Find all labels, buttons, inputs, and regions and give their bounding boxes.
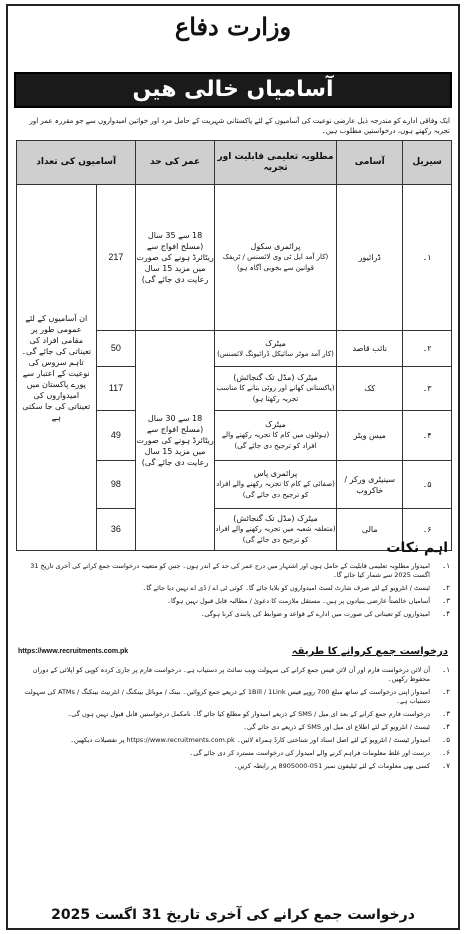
col-serial: سیریل bbox=[403, 141, 452, 185]
procedure-title: درخواست جمع کروانے کا طریقہ bbox=[291, 646, 448, 657]
item-text: امیدوار مطلوبہ تعلیمی قابلیت کے حامل ہوں اور اشتہار میں درج عمر کی حد کے اندر ہوں۔ جس کو متعینہ درخواست جمع کرانے کی آخری تاریخ 31 اگست 2025 سے شمار کیا جائے گا۔ bbox=[30, 562, 430, 579]
list-item bbox=[16, 736, 452, 745]
vacancies-table bbox=[16, 140, 452, 551]
qualification-note: (کار آمد ایل ٹی وی لائسنس / ٹریفک قوانین سے بخوبی آگاہ ہو) bbox=[222, 253, 329, 272]
col-qualification: مطلوبہ تعلیمی قابلیت اور تجربہ bbox=[214, 141, 337, 185]
item-index: ۶۔ bbox=[442, 749, 450, 757]
qualification-cell bbox=[214, 331, 337, 367]
vacancies-banner: آسامیاں خالی ھیں bbox=[14, 72, 452, 108]
count-cell: 98 bbox=[96, 461, 136, 509]
item-text: ٹیسٹ / انٹرویو کے لئے صرف شارٹ لسٹ امیدواروں کو بلایا جائے گا۔ کوئی ٹی اے / ڈی اے نہیں دیا جائے گا۔ bbox=[142, 584, 430, 592]
item-index: ۱۔ bbox=[442, 562, 450, 570]
count-cell: 50 bbox=[96, 331, 136, 367]
post-cell: مالی bbox=[337, 509, 403, 551]
qualification-note: (متعلقہ شعبہ میں تجربہ رکھنے والے افراد کو ترجیح دی جائے گی) bbox=[215, 525, 336, 544]
important-points-list bbox=[16, 562, 452, 623]
item-text: کسی بھی معلومات کے لئے ٹیلیفون نمبر 051-8905000 پر رابطہ کریں۔ bbox=[233, 762, 430, 770]
qualification-text: میٹرک (مڈل تک گنجائش) bbox=[233, 373, 318, 382]
procedure-list bbox=[16, 666, 452, 775]
serial-cell: ۱۔ bbox=[403, 185, 452, 331]
count-cell: 117 bbox=[96, 367, 136, 411]
item-index: ۲۔ bbox=[442, 688, 450, 696]
col-post: آسامی bbox=[337, 141, 403, 185]
item-index: ۳۔ bbox=[442, 710, 450, 718]
list-item bbox=[16, 584, 452, 593]
qualification-cell bbox=[214, 509, 337, 551]
col-post-count: آسامیوں کی تعداد bbox=[17, 141, 136, 185]
item-index: ۲۔ bbox=[442, 584, 450, 592]
list-item bbox=[16, 723, 452, 732]
list-item bbox=[16, 666, 452, 684]
serial-cell: ۵۔ bbox=[403, 461, 452, 509]
item-index: ۵۔ bbox=[442, 736, 450, 744]
serial-cell: ۴۔ bbox=[403, 411, 452, 461]
list-item bbox=[16, 562, 452, 580]
item-text: امیدوار اپنی درخواست کے ساتھ مبلغ 700 روپے فیس 1Bill / 1Link کے ذریعے جمع کروائیں۔ بینک / موبائل بینکنگ / انٹرنیٹ بینکنگ / ATMs کی سہولت دستیاب ہے۔ bbox=[24, 688, 430, 705]
item-text: امیدواروں کو تعیناتی کی صورت میں ادارے کے قواعد و ضوابط کی پابندی کرنا ہوگی۔ bbox=[200, 610, 430, 618]
item-index: ۱۔ bbox=[442, 666, 450, 674]
serial-cell: ۲۔ bbox=[403, 331, 452, 367]
qualification-text: پرائمری سکول bbox=[250, 242, 301, 251]
list-item bbox=[16, 610, 452, 619]
count-cell: 217 bbox=[96, 185, 136, 331]
qualification-note: (ہوٹلوں میں کام کا تجربہ رکھنے والے افراد کو ترجیح دی جائے گی) bbox=[221, 431, 330, 450]
serial-cell: ۶۔ bbox=[403, 509, 452, 551]
post-cell: سینیٹری ورکر / خاکروب bbox=[337, 461, 403, 509]
item-text: درست اور غلط معلومات فراہم کرنے والے امیدوار کی درخواست مسترد کر دی جائے گی۔ bbox=[189, 749, 430, 757]
item-text: امیدوار ٹیسٹ / انٹرویو کے لئے اصل اسناد اور شناختی کارڈ ہمراہ لائیں۔ https://www.recruitments.com.pk پر تفصیلات دیکھیں۔ bbox=[70, 736, 430, 744]
item-text: ٹیسٹ / انٹرویو کے لئے اطلاع ای میل اور SMS کے ذریعے دی جائے گی۔ bbox=[243, 723, 430, 731]
last-date-footer: درخواست جمع کرانے کی آخری تاریخ 31 اگست 2025 bbox=[51, 907, 415, 923]
item-index: ۳۔ bbox=[442, 597, 450, 605]
intro-text: ایک وفاقی ادارے کو مندرجہ ذیل عارضی نوعیت کی آسامیوں کے لئے پاکستانی شہریت کے حامل مرد اور خواتین امیدواروں سے جو مقررہ عمر اور تجربہ رکھتے ہوں، درخواستیں مطلوب ہیں۔ bbox=[29, 117, 450, 135]
qualification-cell bbox=[214, 185, 337, 331]
item-text: آسامیاں خالصتاً عارضی بنیادوں پر ہیں۔ مستقل ملازمت کا دعویٰ / مطالبہ قابل قبول نہیں ہوگا۔ bbox=[167, 597, 430, 605]
qualification-text: میٹرک bbox=[265, 420, 286, 429]
qualification-text: میٹرک bbox=[265, 338, 286, 348]
qualification-note: (کار آمد موٹر سائیکل ڈرائیونگ لائسنس) bbox=[217, 349, 334, 358]
recruitment-url[interactable]: https://www.recruitments.com.pk bbox=[18, 648, 129, 655]
item-text: درخواست فارم جمع کرانے کے بعد ای میل / SMS کے ذریعے امیدوار کو مطلع کیا جائے گا۔ نامکمل درخواستیں قابل قبول نہیں ہوں گی۔ bbox=[67, 710, 430, 718]
ministry-title: وزارت دفاع bbox=[174, 12, 292, 41]
qualification-text: میٹرک (مڈل تک گنجائش) bbox=[233, 514, 318, 523]
list-item bbox=[16, 688, 452, 706]
important-points-title: اہم نکات bbox=[386, 540, 448, 556]
qualification-note: (پاکستانی کھانے اور روٹی بنانے کا مناسب تجربہ رکھتا ہو) bbox=[216, 384, 335, 403]
post-cell: نائب قاصد bbox=[337, 331, 403, 367]
age-limit-cell: 18 سے 35 سال (مسلح افواج سے ریٹائرڈ ہونے کی صورت میں مزید 15 سال رعایت دی جائے گی) bbox=[136, 185, 214, 331]
item-index: ۴۔ bbox=[442, 610, 450, 618]
list-item bbox=[16, 597, 452, 606]
item-index: ۴۔ bbox=[442, 723, 450, 731]
col-age-limit: عمر کی حد bbox=[136, 141, 214, 185]
list-item bbox=[16, 749, 452, 758]
qualification-text: پرائمری پاس bbox=[253, 469, 298, 478]
list-item bbox=[16, 762, 452, 771]
advertisement-page bbox=[6, 4, 460, 930]
age-limit-cell: 18 سے 30 سال (مسلح افواج سے ریٹائرڈ ہونے کی صورت میں مزید 15 سال رعایت دی جائے گی) bbox=[136, 331, 214, 551]
serial-cell: ۳۔ bbox=[403, 367, 452, 411]
qualification-note: (صفائی کے کام کا تجربہ رکھنے والے افراد کو ترجیح دی جائے گی) bbox=[216, 480, 335, 499]
count-cell: 49 bbox=[96, 411, 136, 461]
post-cell: ڈرائیور bbox=[337, 185, 403, 331]
table-header-row bbox=[17, 141, 452, 185]
post-cell: میس ویٹر bbox=[337, 411, 403, 461]
item-index: ۷۔ bbox=[442, 762, 450, 770]
qualification-cell bbox=[214, 411, 337, 461]
list-item bbox=[16, 710, 452, 719]
item-text: آن لائن درخواست فارم اور آن لائن فیس جمع کرانے کی سہولت ویب سائٹ پر دستیاب ہے۔ درخواست فارم پر جاری کردہ کوپی کو اپلائی کے دوران محفوظ رکھیں۔ bbox=[32, 666, 430, 683]
count-cell: 36 bbox=[96, 509, 136, 551]
qualification-cell bbox=[214, 461, 337, 509]
post-cell: کک bbox=[337, 367, 403, 411]
table-row bbox=[17, 185, 452, 331]
qualification-cell bbox=[214, 367, 337, 411]
quota-note-cell: ان آسامیوں کے لئے عمومی طور پر مقامی افراد کی تعیناتی کی جائے گی۔ تاہم سروس کی نوعیت کے اعتبار سے پورے پاکستان میں امیدواروں کی تعیناتی کی جا سکتی ہے bbox=[17, 185, 97, 551]
